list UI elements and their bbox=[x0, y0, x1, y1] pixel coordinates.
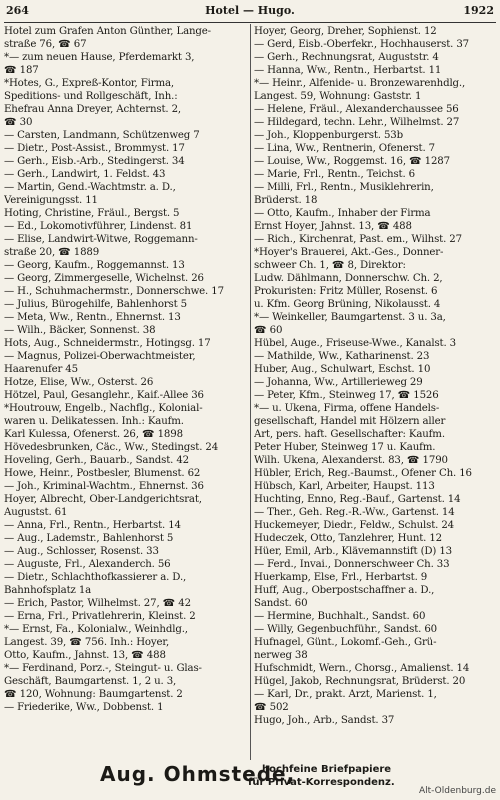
header-rule bbox=[4, 22, 496, 23]
directory-entry-line: Augustst. 61 bbox=[4, 507, 68, 518]
directory-entry-line: Ehefrau Anna Dreyer, Achternst. 2, bbox=[4, 104, 182, 115]
directory-entry-line: Prokuristen: Fritz Müller, Rosenst. 6 bbox=[254, 286, 438, 297]
directory-entry-line: Hübsch, Karl, Arbeiter, Haupst. 113 bbox=[254, 481, 435, 492]
directory-entry-line: Wilh. Ukena, Alexanderst. 83, ☎ 1790 bbox=[254, 455, 448, 466]
directory-entry-line: Huckemeyer, Diedr., Feldw., Schulst. 24 bbox=[254, 520, 455, 531]
watermark: Alt-Oldenburg.de bbox=[418, 786, 496, 796]
directory-entry-line: — Dietr., Schlachthofkassierer a. D., bbox=[4, 572, 187, 583]
directory-entry-line: — Ther., Geh. Reg.-R.-Ww., Gartenst. 14 bbox=[254, 507, 455, 518]
directory-entry-line: gesellschaft, Handel mit Hölzern aller bbox=[254, 416, 446, 427]
directory-entry-line: Otto, Kaufm., Jahnst. 13, ☎ 488 bbox=[4, 650, 166, 661]
directory-entry-line: — Wilh., Bäcker, Sonnenst. 38 bbox=[4, 325, 156, 336]
directory-entry-line: — Martin, Gend.-Wachtmstr. a. D., bbox=[4, 182, 176, 193]
directory-entry-line: *Houtrouw, Engelb., Nachflg., Kolonial- bbox=[4, 403, 203, 414]
directory-entry-line: Speditions- und Rollgeschäft, Inh.: bbox=[4, 91, 178, 102]
directory-entry-line: *— Weinkeller, Baumgartenst. 3 u. 3a, bbox=[254, 312, 446, 323]
directory-entry-line: waren u. Delikatessen. Inh.: Kaufm. bbox=[4, 416, 184, 427]
directory-entry-line: *Hoyer's Brauerei, Akt.-Ges., Donner- bbox=[254, 247, 444, 258]
directory-entry-line: — Otto, Kaufm., Inhaber der Firma bbox=[254, 208, 431, 219]
directory-entry-line: *— Ferdinand, Porz.-, Steingut- u. Glas- bbox=[4, 663, 202, 674]
directory-entry-line: — Peter, Kfm., Steinweg 17, ☎ 1526 bbox=[254, 390, 439, 401]
directory-entry-line: — Anna, Frl., Rentn., Herbartst. 14 bbox=[4, 520, 181, 531]
ad-company-name: Aug. Ohmstede, bbox=[100, 762, 296, 786]
directory-entry-line: Bahnhofsplatz 1a bbox=[4, 585, 92, 596]
directory-entry-line: Brüderst. 18 bbox=[254, 195, 318, 206]
column-divider bbox=[250, 24, 251, 760]
directory-entry-line: — Willy, Gegenbuchführ., Sandst. 60 bbox=[254, 624, 438, 635]
directory-entry-line: — Georg, Zimmergeselle, Wichelnst. 26 bbox=[4, 273, 204, 284]
directory-entry-line: — Julius, Bürogehilfe, Bahlenhorst 5 bbox=[4, 299, 187, 310]
directory-entry-line: — Carsten, Landmann, Schützenweg 7 bbox=[4, 130, 200, 141]
directory-entry-line: — H., Schuhmachermstr., Donnerschwe. 17 bbox=[4, 286, 224, 297]
directory-entry-line: Hufnagel, Günt., Lokomf.-Geh., Grü- bbox=[254, 637, 437, 648]
directory-entry-line: — Dietr., Post-Assist., Brommyst. 17 bbox=[4, 143, 185, 154]
directory-entry-line: ☎ 60 bbox=[254, 325, 283, 336]
directory-entry-line: — Aug., Lademstr., Bahlenhorst 5 bbox=[4, 533, 174, 544]
directory-entry-line: straße 20, ☎ 1889 bbox=[4, 247, 100, 258]
directory-entry-line: Hotze, Elise, Ww., Osterst. 26 bbox=[4, 377, 154, 388]
directory-entry-line: — Lina, Ww., Rentnerin, Ofenerst. 7 bbox=[254, 143, 436, 154]
directory-entry-line: — Hermine, Buchhalt., Sandst. 60 bbox=[254, 611, 426, 622]
directory-entry-line: — Auguste, Frl., Alexanderch. 56 bbox=[4, 559, 171, 570]
directory-entry-line: — Joh., Kloppenburgerst. 53b bbox=[254, 130, 404, 141]
directory-entry-line: — Ferd., Invai., Donnerschweer Ch. 33 bbox=[254, 559, 450, 570]
page-number: 264 bbox=[6, 4, 29, 17]
directory-entry-line: Hugo, Joh., Arb., Sandst. 37 bbox=[254, 715, 395, 726]
ad-tagline-2: für Privat-Korrespondenz. bbox=[248, 777, 395, 788]
directory-entry-line: Hüer, Emil, Arb., Klävemannstift (D) 13 bbox=[254, 546, 452, 557]
directory-entry-line: — Georg, Kaufm., Roggemannst. 13 bbox=[4, 260, 185, 271]
page-year: 1922 bbox=[463, 4, 494, 17]
directory-entry-line: — Erna, Frl., Privatlehrerin, Kleinst. 2 bbox=[4, 611, 196, 622]
directory-entry-line: — Milli, Frl., Rentn., Musiklehrerin, bbox=[254, 182, 434, 193]
directory-entry-line: Hoyer, Georg, Dreher, Sophienst. 12 bbox=[254, 26, 437, 37]
right-column bbox=[254, 25, 497, 727]
directory-entry-line: Hübler, Erich, Reg.-Baumst., Ofener Ch. 16 bbox=[254, 468, 472, 479]
directory-entry-line: — Ed., Lokomotivführer, Lindenst. 81 bbox=[4, 221, 193, 232]
directory-entry-line: — Marie, Frl., Rentn., Teichst. 6 bbox=[254, 169, 415, 180]
directory-entry-line: Geschäft, Baumgartenst. 1, 2 u. 3, bbox=[4, 676, 177, 687]
directory-entry-line: — Meta, Ww., Rentn., Ehnernst. 13 bbox=[4, 312, 181, 323]
directory-entry-line: Howe, Heinr., Postbesler, Blumenst. 62 bbox=[4, 468, 201, 479]
directory-entry-line: — Gerh., Eisb.-Arb., Stedingerst. 34 bbox=[4, 156, 185, 167]
directory-entry-line: Huber, Aug., Schulwart, Eschst. 10 bbox=[254, 364, 431, 375]
directory-entry-line: Huerkamp, Else, Frl., Herbartst. 9 bbox=[254, 572, 428, 583]
directory-entry-line: — Mathilde, Ww., Katharinenst. 23 bbox=[254, 351, 430, 362]
directory-entry-line: — Gerh., Landwirt, 1. Feldst. 43 bbox=[4, 169, 166, 180]
directory-entry-line: Haarenufer 45 bbox=[4, 364, 78, 375]
directory-entry-line: — Louise, Ww., Roggemst. 16, ☎ 1287 bbox=[254, 156, 450, 167]
directory-entry-line: Hufschmidt, Wern., Chorsg., Amalienst. 14 bbox=[254, 663, 470, 674]
directory-entry-line: Hots, Aug., Schneidermstr., Hotingsg. 17 bbox=[4, 338, 211, 349]
ad-tagline-1: hochfeine Briefpapiere bbox=[262, 764, 392, 775]
directory-entry-line: — Hildegard, techn. Lehr., Wilhelmst. 27 bbox=[254, 117, 460, 128]
directory-entry-line: Hotel zum Grafen Anton Günther, Lange- bbox=[4, 26, 211, 37]
directory-entry-line: *— zum neuen Hause, Pferdemarkt 3, bbox=[4, 52, 195, 63]
directory-entry-line: Vereinigungsst. 11 bbox=[4, 195, 98, 206]
directory-entry-line: — Gerd, Eisb.-Oberfekr., Hochhauserst. 37 bbox=[254, 39, 470, 50]
directory-entry-line: ☎ 30 bbox=[4, 117, 33, 128]
directory-entry-line: Hoveling, Gerh., Bauarb., Sandst. 42 bbox=[4, 455, 189, 466]
directory-entry-line: Hoting, Christine, Fräul., Bergst. 5 bbox=[4, 208, 180, 219]
directory-entry-line: — Erich, Pastor, Wilhelmst. 27, ☎ 42 bbox=[4, 598, 191, 609]
directory-entry-line: Hötzel, Paul, Gesanglehr., Kaif.-Allee 36 bbox=[4, 390, 204, 401]
directory-entry-line: — Rich., Kirchenrat, Past. em., Wilhst. 27 bbox=[254, 234, 462, 245]
directory-entry-line: Hügel, Jakob, Rechnungsrat, Brüderst. 20 bbox=[254, 676, 466, 687]
directory-entry-line: Huff, Aug., Oberpostschaffner a. D., bbox=[254, 585, 435, 596]
directory-entry-line: Hövedesbrunken, Cäc., Ww., Stedingst. 24 bbox=[4, 442, 219, 453]
directory-entry-line: — Johanna, Ww., Artillerieweg 29 bbox=[254, 377, 423, 388]
directory-entry-line: — Helene, Fräul., Alexanderchaussee 56 bbox=[254, 104, 459, 115]
directory-entry-line: u. Kfm. Georg Brüning, Nikolausst. 4 bbox=[254, 299, 441, 310]
directory-entry-line: — Magnus, Polizei-Oberwachtmeister, bbox=[4, 351, 196, 362]
directory-entry-line: — Joh., Kriminal-Wachtm., Ehnernst. 36 bbox=[4, 481, 204, 492]
directory-entry-line: *— Ernst, Fa., Kolonialw., Weinhdlg., bbox=[4, 624, 188, 635]
directory-entry-line: — Gerh., Rechnungsrat, Auguststr. 4 bbox=[254, 52, 439, 63]
directory-entry-line: Art, pers. haft. Gesellschafter: Kaufm. bbox=[254, 429, 445, 440]
directory-entry-line: straße 76, ☎ 67 bbox=[4, 39, 87, 50]
directory-entry-line: Langest. 59, Wohnung: Gaststr. 1 bbox=[254, 91, 422, 102]
directory-entry-line: *— u. Ukena, Firma, offene Handels- bbox=[254, 403, 440, 414]
directory-entry-line: *Hotes, G., Expreß-Kontor, Firma, bbox=[4, 78, 174, 89]
directory-entry-line: Huchting, Enno, Reg.-Bauf., Gartenst. 14 bbox=[254, 494, 461, 505]
directory-entry-line: Ludw. Dählmann, Donnerschw. Ch. 2, bbox=[254, 273, 443, 284]
directory-entry-line: ☎ 502 bbox=[254, 702, 289, 713]
directory-entry-line: ☎ 120, Wohnung: Baumgartenst. 2 bbox=[4, 689, 183, 700]
directory-entry-line: Ernst Hoyer, Jahnst. 13, ☎ 488 bbox=[254, 221, 412, 232]
directory-entry-line: ☎ 187 bbox=[4, 65, 39, 76]
directory-entry-line: Hudeczek, Otto, Tanzlehrer, Hunt. 12 bbox=[254, 533, 443, 544]
directory-entry-line: Peter Huber, Steinweg 17 u. Kaufm. bbox=[254, 442, 436, 453]
directory-entry-line: — Friederike, Ww., Dobbenst. 1 bbox=[4, 702, 164, 713]
directory-entry-line: — Elise, Landwirt-Witwe, Roggemann- bbox=[4, 234, 198, 245]
directory-entry-line: Hübel, Auge., Friseuse-Wwe., Kanalst. 3 bbox=[254, 338, 457, 349]
directory-entry-line: Karl Kulessa, Ofenerst. 26, ☎ 1898 bbox=[4, 429, 183, 440]
directory-entry-line: nerweg 38 bbox=[254, 650, 308, 661]
directory-entry-line: Langest. 39, ☎ 756. Inh.: Hoyer, bbox=[4, 637, 170, 648]
directory-entry-line: — Aug., Schlosser, Rosenst. 33 bbox=[4, 546, 159, 557]
directory-entry-line: Sandst. 60 bbox=[254, 598, 308, 609]
directory-entry-line: *— Heinr., Alfenide- u. Bronzewarenhdlg., bbox=[254, 78, 466, 89]
directory-entry-line: — Karl, Dr., prakt. Arzt, Marienst. 1, bbox=[254, 689, 437, 700]
directory-entry-line: — Hanna, Ww., Rentn., Herbartst. 11 bbox=[254, 65, 442, 76]
directory-entry-line: schweer Ch. 1, ☎ 8, Direktor: bbox=[254, 260, 406, 271]
page-header bbox=[6, 4, 494, 20]
left-column bbox=[4, 25, 247, 714]
directory-entry-line: Hoyer, Albrecht, Ober-Landgerichtsrat, bbox=[4, 494, 202, 505]
page-title: Hotel — Hugo. bbox=[205, 4, 295, 17]
